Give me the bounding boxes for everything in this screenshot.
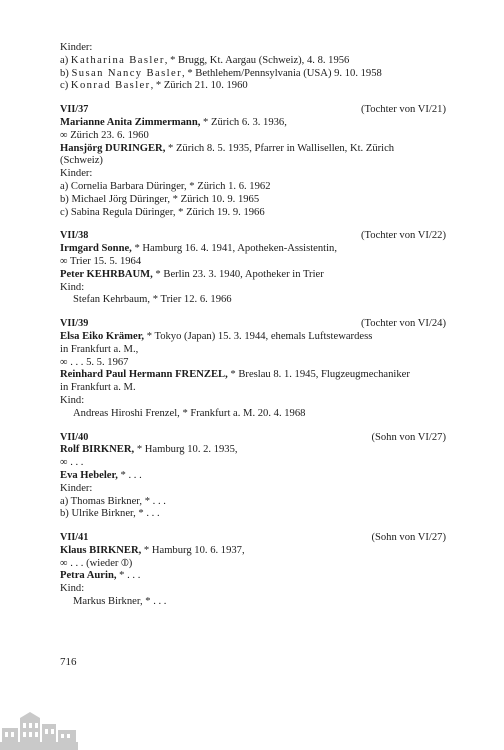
entry-text: Kinder: [60, 482, 93, 494]
entry-line [60, 143, 450, 156]
entry-text: * Hamburg 16. 4. 1941, Apotheken-Assistentin, [131, 243, 338, 255]
children-heading: Kinder: [60, 42, 93, 53]
entry-header [60, 318, 450, 331]
person-name: Marianne Anita Zimmermann, [60, 116, 201, 128]
entry-text: Kind: [60, 394, 85, 406]
entry-text: * . . . [116, 570, 141, 582]
entry-text: in Frankfurt a. M. [60, 382, 136, 394]
entry-id: VII/40 [60, 431, 89, 443]
entry-text: Kinder: [60, 168, 93, 180]
entry-relation: (Tochter von VI/22) [361, 230, 446, 242]
entry-text: ∞ Trier 15. 5. 1964 [60, 255, 142, 267]
entry-line [60, 570, 450, 583]
entry-text: a) Cornelia Barbara Düringer, * Zürich 1. 6. 1962 [60, 180, 271, 192]
entry-line [60, 382, 450, 395]
library-logo-icon [0, 712, 78, 750]
genealogy-entry [60, 432, 450, 522]
person-name: Klaus BIRKNER, [60, 544, 142, 556]
entry-text: * Breslau 8. 1. 1945, Flugzeugmechaniker [227, 369, 410, 381]
genealogy-entry [60, 318, 450, 420]
entry-line [60, 596, 450, 609]
entry-line [60, 583, 450, 596]
entry-line [60, 444, 450, 457]
person-name: Irmgard Sonne, [60, 243, 132, 255]
entry-header [60, 230, 450, 243]
entry-line [60, 181, 450, 194]
genealogy-entries [60, 93, 450, 609]
document-page [60, 42, 450, 609]
entry-text: Andreas Hiroshi Frenzel, * Frankfurt a. M. 20. 4. 1968 [73, 407, 306, 419]
entry-line [60, 243, 450, 256]
entry-line [60, 194, 450, 207]
person-name: Reinhard Paul Hermann FRENZEL, [60, 369, 228, 381]
entry-spacer [60, 307, 450, 318]
entry-line [60, 545, 450, 558]
entry-line [60, 269, 450, 282]
entry-header [60, 432, 450, 445]
entry-line [60, 408, 450, 421]
person-name: Petra Aurin, [60, 570, 117, 582]
genealogy-entry [60, 104, 450, 219]
child-line: b) Susan Nancy Basler, * Bethlehem/Pennsylvania (USA) 9. 10. 1958 [60, 67, 382, 79]
person-name: Hansjörg DURINGER, [60, 142, 166, 154]
entry-line [60, 130, 450, 143]
entry-spacer [60, 421, 450, 432]
entry-text: * Berlin 23. 3. 1940, Apotheker in Trier [152, 268, 324, 280]
entry-line [60, 207, 450, 220]
entry-id: VII/37 [60, 104, 89, 116]
entry-line [60, 470, 450, 483]
entry-line [60, 282, 450, 295]
entry-text: (Schweiz) [60, 155, 103, 167]
entry-line [60, 508, 450, 521]
person-name: Rolf BIRKNER, [60, 444, 135, 456]
entry-text: * Tokyo (Japan) 15. 3. 1944, ehemals Luftstewardess [144, 330, 373, 342]
entry-text: b) Michael Jörg Düringer, * Zürich 10. 9. 1965 [60, 193, 260, 205]
entry-text: ∞ . . . 5. 5. 1967 [60, 356, 129, 368]
entry-spacer [60, 219, 450, 230]
entry-text: in Frankfurt a. M., [60, 343, 139, 355]
entry-text: * Zürich 8. 5. 1935, Pfarrer in Wallisellen, Kt. Zürich [165, 142, 395, 154]
entry-line [60, 168, 450, 181]
entry-id: VII/41 [60, 532, 89, 544]
entry-relation: (Tochter von VI/24) [361, 318, 446, 330]
entry-text: * Hamburg 10. 6. 1937, [141, 544, 245, 556]
entry-text: b) Ulrike Birkner, * . . . [60, 508, 160, 520]
entry-line [60, 155, 450, 168]
entry-header [60, 104, 450, 117]
entry-text: Stefan Kehrbaum, * Trier 12. 6. 1966 [73, 294, 232, 306]
page-number: 716 [60, 656, 77, 668]
genealogy-entry [60, 230, 450, 307]
entry-line [60, 369, 450, 382]
entry-line [60, 256, 450, 269]
person-name: Eva Hebeler, [60, 469, 118, 481]
entry-line [60, 558, 450, 571]
entry-text: ∞ Zürich 23. 6. 1960 [60, 129, 149, 141]
entry-line [60, 331, 450, 344]
entry-spacer [60, 521, 450, 532]
child-line: c) Konrad Basler, * Zürich 21. 10. 1960 [60, 80, 248, 92]
entry-text: Kind: [60, 583, 85, 595]
entry-text: Kind: [60, 281, 85, 293]
entry-text: ∞ . . . (wieder ⦶) [60, 557, 133, 569]
genealogy-entry [60, 532, 450, 609]
child-line: a) Katharina Basler, * Brugg, Kt. Aargau (Schweiz), 4. 8. 1956 [60, 54, 350, 66]
entry-text: a) Thomas Birkner, * . . . [60, 495, 166, 507]
entry-relation: (Tochter von VI/21) [361, 104, 446, 116]
entry-text: c) Sabina Regula Düringer, * Zürich 19. 9. 1966 [60, 206, 265, 218]
entry-line [60, 294, 450, 307]
person-name: Peter KEHRBAUM, [60, 268, 153, 280]
person-name: Elsa Eiko Krämer, [60, 330, 145, 342]
entry-id: VII/38 [60, 230, 89, 242]
entry-line [60, 496, 450, 509]
entry-text: Markus Birkner, * . . . [73, 596, 167, 608]
entry-line [60, 457, 450, 470]
entry-line [60, 344, 450, 357]
entry-text: * Zürich 6. 3. 1936, [200, 116, 287, 128]
entry-relation: (Sohn von VI/27) [371, 532, 446, 544]
entry-line [60, 483, 450, 496]
entry-text: * . . . [117, 469, 142, 481]
entry-relation: (Sohn von VI/27) [371, 431, 446, 443]
entry-text: * Hamburg 10. 2. 1935, [134, 444, 238, 456]
entry-text: ∞ . . . [60, 457, 84, 469]
children-block-top [60, 42, 450, 93]
entry-line [60, 357, 450, 370]
entry-id: VII/39 [60, 318, 89, 330]
entry-line [60, 117, 450, 130]
entry-line [60, 395, 450, 408]
entry-spacer [60, 93, 450, 104]
entry-header [60, 532, 450, 545]
